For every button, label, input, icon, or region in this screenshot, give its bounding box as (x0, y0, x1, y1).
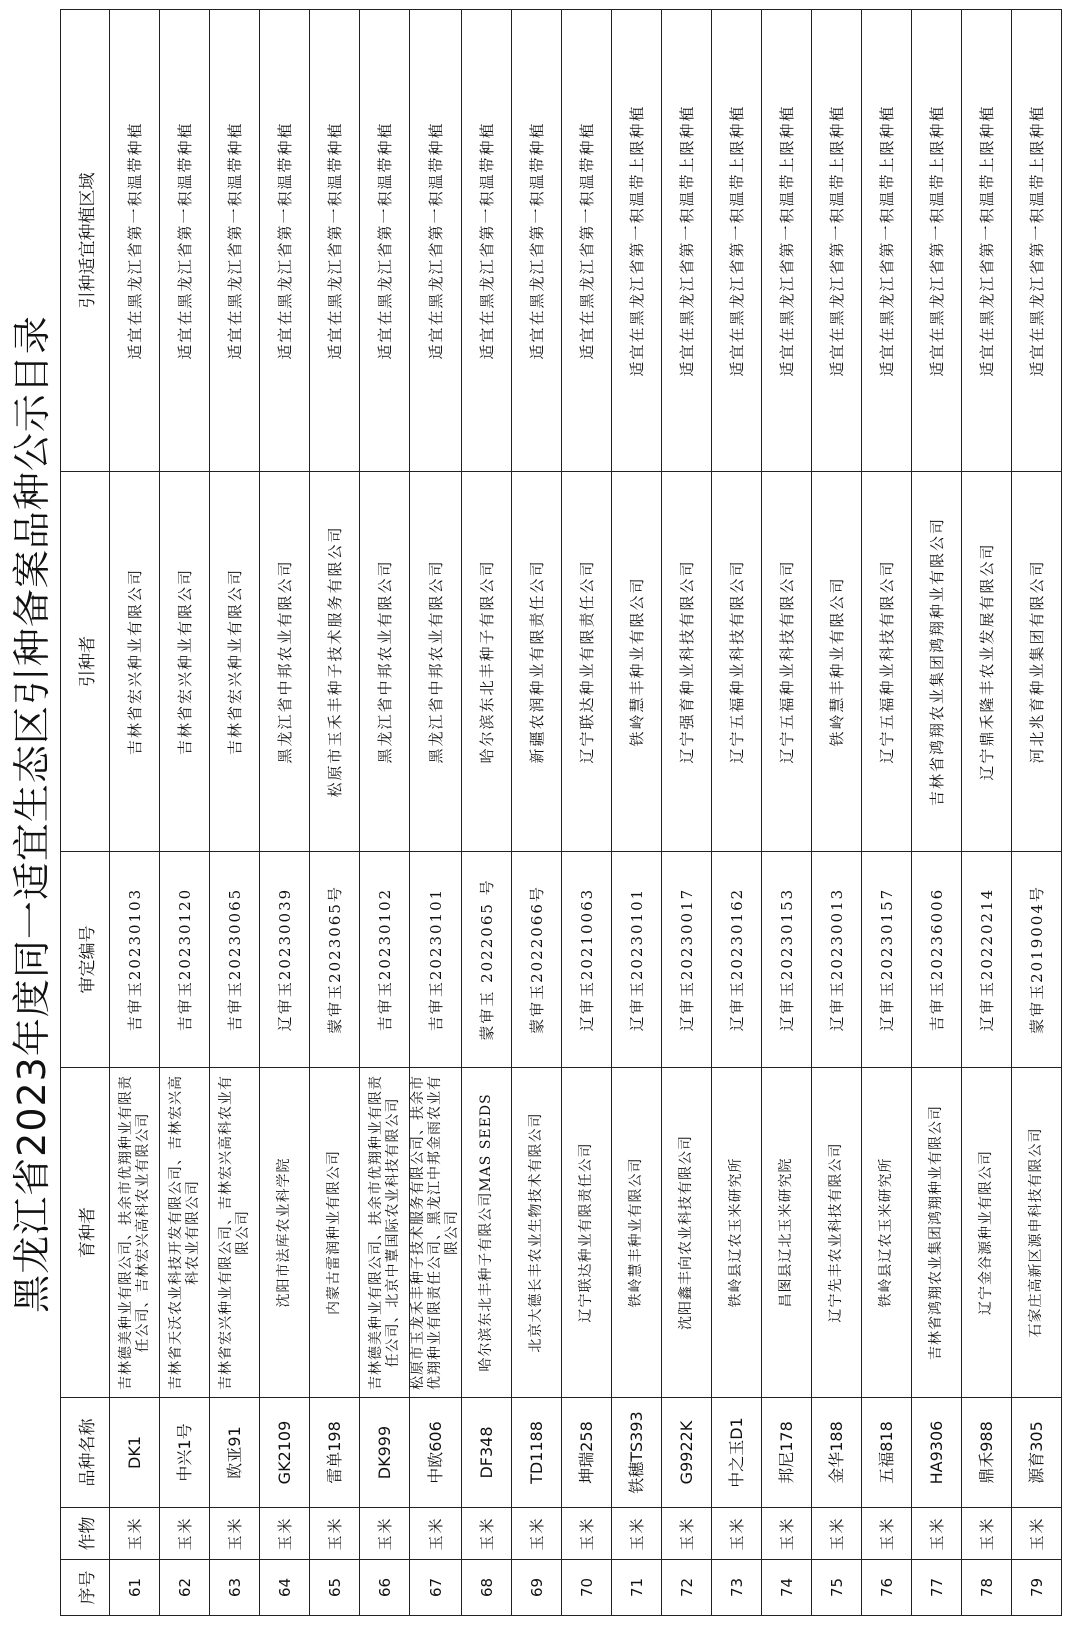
table-row (310, 10, 360, 1616)
cell-crop: 玉米 (210, 1508, 260, 1560)
cell-variety: 欧亚91 (210, 1398, 260, 1508)
cell-variety: 坤瑞258 (562, 1398, 612, 1508)
cell-cert: 辽审玉20230017 (662, 852, 712, 1068)
cell-breeder: 石家庄高新区源申科技有限公司 (1012, 1068, 1062, 1398)
cell-cert: 吉审玉20230065 (210, 852, 260, 1068)
cell-breeder: 昌图县辽北玉米研究院 (762, 1068, 812, 1398)
table-row (110, 10, 160, 1616)
cell-introducer: 黑龙江省中邦农业有限公司 (360, 472, 410, 852)
cell-crop: 玉米 (1012, 1508, 1062, 1560)
cell-no: 74 (762, 1560, 812, 1616)
cell-region: 适宜在黑龙江省第一积温带上限种植 (812, 10, 862, 472)
cell-crop: 玉米 (812, 1508, 862, 1560)
cell-breeder: 吉林省鸿翔农业集团鸿翔种业有限公司 (912, 1068, 962, 1398)
table-row (512, 10, 562, 1616)
cell-variety: 中兴1号 (160, 1398, 210, 1508)
cell-cert: 吉审玉20230102 (360, 852, 410, 1068)
cell-introducer: 新疆农润种业有限责任公司 (512, 472, 562, 852)
cell-crop: 玉米 (612, 1508, 662, 1560)
cell-variety: 鼎禾988 (962, 1398, 1012, 1508)
header-variety: 品种名称 (61, 1398, 110, 1508)
cell-region: 适宜在黑龙江省第一积温带种植 (360, 10, 410, 472)
cell-no: 77 (912, 1560, 962, 1616)
cell-region: 适宜在黑龙江省第一积温带种植 (512, 10, 562, 472)
page-title: 黑龙江省2023年度同一适宜生态区引种备案品种公示目录 (10, 315, 54, 1313)
cell-crop: 玉米 (562, 1508, 612, 1560)
cell-cert: 蒙审玉2019004号 (1012, 852, 1062, 1068)
cell-crop: 玉米 (462, 1508, 512, 1560)
table-row (712, 10, 762, 1616)
table-row (210, 10, 260, 1616)
table-row (462, 10, 512, 1616)
cell-no: 69 (512, 1560, 562, 1616)
header-cert: 审定编号 (61, 852, 110, 1068)
cell-breeder: 北京大德长丰农业生物技术有限公司 (512, 1068, 562, 1398)
cell-region: 适宜在黑龙江省第一积温带上限种植 (712, 10, 762, 472)
cell-cert: 辽审玉20230039 (260, 852, 310, 1068)
cell-variety: 邦尼178 (762, 1398, 812, 1508)
cell-breeder: 沈阳市法库农业科学院 (260, 1068, 310, 1398)
cell-no: 65 (310, 1560, 360, 1616)
cell-no: 72 (662, 1560, 712, 1616)
cell-crop: 玉米 (712, 1508, 762, 1560)
cell-introducer: 辽宁五福种业科技有限公司 (862, 472, 912, 852)
table-row (260, 10, 310, 1616)
cell-no: 78 (962, 1560, 1012, 1616)
cell-variety: DF348 (462, 1398, 512, 1508)
cell-breeder: 松原市玉龙禾丰种子技术服务有限公司、扶余市优翔种业有限责任公司、黑龙江中邦金雨农业有限公司 (410, 1068, 462, 1398)
cell-cert: 吉审玉20230103 (110, 852, 160, 1068)
cell-no: 76 (862, 1560, 912, 1616)
cell-cert: 吉审玉20236006 (912, 852, 962, 1068)
cell-region: 适宜在黑龙江省第一积温带上限种植 (662, 10, 712, 472)
cell-variety: GK2109 (260, 1398, 310, 1508)
cell-breeder: 沈阳鑫丰向农业科技有限公司 (662, 1068, 712, 1398)
cell-crop: 玉米 (962, 1508, 1012, 1560)
header-crop: 作物 (61, 1508, 110, 1560)
cell-no: 68 (462, 1560, 512, 1616)
cell-breeder: 铁岭慧丰种业有限公司 (612, 1068, 662, 1398)
cell-introducer: 吉林省宏兴种业有限公司 (210, 472, 260, 852)
cell-no: 62 (160, 1560, 210, 1616)
cell-variety: 中之玉D1 (712, 1398, 762, 1508)
cell-breeder: 内蒙古雷润种业有限公司 (310, 1068, 360, 1398)
cell-cert: 蒙审玉 2022065 号 (462, 852, 512, 1068)
cell-cert: 辽审玉20230162 (712, 852, 762, 1068)
cell-no: 75 (812, 1560, 862, 1616)
cell-region: 适宜在黑龙江省第一积温带上限种植 (862, 10, 912, 472)
cell-no: 66 (360, 1560, 410, 1616)
cell-region: 适宜在黑龙江省第一积温带种植 (410, 10, 462, 472)
cell-crop: 玉米 (912, 1508, 962, 1560)
cell-no: 64 (260, 1560, 310, 1616)
cell-breeder: 辽宁金谷源种业有限公司 (962, 1068, 1012, 1398)
cell-variety: G9922K (662, 1398, 712, 1508)
cell-introducer: 铁岭慧丰种业有限公司 (612, 472, 662, 852)
cell-variety: DK1 (110, 1398, 160, 1508)
cell-breeder: 辽宁先丰农业科技有限公司 (812, 1068, 862, 1398)
cell-variety: HA9306 (912, 1398, 962, 1508)
cell-introducer: 松原市玉禾丰种子技术服务有限公司 (310, 472, 360, 852)
cell-breeder: 吉林省天沃农业科技开发有限公司、吉林宏兴高科农业有限公司 (160, 1068, 210, 1398)
table-row (160, 10, 210, 1616)
cell-variety: TD1188 (512, 1398, 562, 1508)
table-row (410, 10, 462, 1616)
table-row (912, 10, 962, 1616)
cell-breeder: 铁岭县辽农玉米研究所 (712, 1068, 762, 1398)
cell-crop: 玉米 (260, 1508, 310, 1560)
cell-cert: 辽审玉20230153 (762, 852, 812, 1068)
cell-region: 适宜在黑龙江省第一积温带上限种植 (962, 10, 1012, 472)
cell-region: 适宜在黑龙江省第一积温带种植 (310, 10, 360, 472)
table-row (862, 10, 912, 1616)
cell-crop: 玉米 (310, 1508, 360, 1560)
table-row (762, 10, 812, 1616)
cell-breeder: 吉林省宏兴种业有限公司、吉林宏兴高科农业有限公司 (210, 1068, 260, 1398)
cell-introducer: 铁岭慧丰种业有限公司 (812, 472, 862, 852)
cell-region: 适宜在黑龙江省第一积温带种植 (462, 10, 512, 472)
cell-cert: 吉审玉20230120 (160, 852, 210, 1068)
cell-introducer: 辽宁鼎禾隆丰农业发展有限公司 (962, 472, 1012, 852)
cell-cert: 辽审玉20220214 (962, 852, 1012, 1068)
cell-crop: 玉米 (512, 1508, 562, 1560)
table-row (1012, 10, 1062, 1616)
table-row (962, 10, 1012, 1616)
cell-no: 63 (210, 1560, 260, 1616)
cell-no: 61 (110, 1560, 160, 1616)
table-row (612, 10, 662, 1616)
header-introducer: 引种者 (61, 472, 110, 852)
cell-crop: 玉米 (662, 1508, 712, 1560)
cell-no: 70 (562, 1560, 612, 1616)
cell-region: 适宜在黑龙江省第一积温带种植 (110, 10, 160, 472)
cell-region: 适宜在黑龙江省第一积温带上限种植 (612, 10, 662, 472)
cell-introducer: 黑龙江省中邦农业有限公司 (410, 472, 462, 852)
table-row (360, 10, 410, 1616)
cell-region: 适宜在黑龙江省第一积温带上限种植 (912, 10, 962, 472)
cell-introducer: 黑龙江省中邦农业有限公司 (260, 472, 310, 852)
cell-cert: 蒙审玉2022066号 (512, 852, 562, 1068)
header-region: 引种适宜种植区域 (61, 10, 110, 472)
cell-introducer: 吉林省鸿翔农业集团鸿翔种业有限公司 (912, 472, 962, 852)
cell-introducer: 吉林省宏兴种业有限公司 (160, 472, 210, 852)
table-row (812, 10, 862, 1616)
table-row (562, 10, 612, 1616)
cell-introducer: 吉林省宏兴种业有限公司 (110, 472, 160, 852)
cell-no: 67 (410, 1560, 462, 1616)
cell-region: 适宜在黑龙江省第一积温带种植 (562, 10, 612, 472)
cell-cert: 蒙审玉2023065号 (310, 852, 360, 1068)
cell-variety: 中欧606 (410, 1398, 462, 1508)
cell-region: 适宜在黑龙江省第一积温带种植 (160, 10, 210, 472)
cell-cert: 辽审玉20210063 (562, 852, 612, 1068)
cell-introducer: 河北兆育种业集团有限公司 (1012, 472, 1062, 852)
cell-cert: 辽审玉20230157 (862, 852, 912, 1068)
cell-cert: 吉审玉20230101 (410, 852, 462, 1068)
cell-variety: 源育305 (1012, 1398, 1062, 1508)
cell-introducer: 辽宁五福种业科技有限公司 (762, 472, 812, 852)
cell-breeder: 哈尔滨东北丰种子有限公司MAS SEEDS (462, 1068, 512, 1398)
cell-crop: 玉米 (762, 1508, 812, 1560)
cell-variety: DK999 (360, 1398, 410, 1508)
cell-region: 适宜在黑龙江省第一积温带上限种植 (762, 10, 812, 472)
cell-introducer: 哈尔滨东北丰种子有限公司 (462, 472, 512, 852)
cell-breeder: 铁岭县辽农玉米研究所 (862, 1068, 912, 1398)
cell-introducer: 辽宁强育种业科技有限公司 (662, 472, 712, 852)
cell-variety: 雷单198 (310, 1398, 360, 1508)
cell-variety: 金华188 (812, 1398, 862, 1508)
cell-no: 79 (1012, 1560, 1062, 1616)
cell-crop: 玉米 (110, 1508, 160, 1560)
cell-cert: 辽审玉20230101 (612, 852, 662, 1068)
cell-crop: 玉米 (862, 1508, 912, 1560)
cell-region: 适宜在黑龙江省第一积温带种植 (260, 10, 310, 472)
cell-region: 适宜在黑龙江省第一积温带种植 (210, 10, 260, 472)
cell-introducer: 辽宁五福种业科技有限公司 (712, 472, 762, 852)
cell-variety: 五福818 (862, 1398, 912, 1508)
cell-breeder: 辽宁联达种业有限责任公司 (562, 1068, 612, 1398)
cell-no: 73 (712, 1560, 762, 1616)
header-no: 序号 (61, 1560, 110, 1616)
cell-region: 适宜在黑龙江省第一积温带上限种植 (1012, 10, 1062, 472)
cell-variety: 铁穗TS393 (612, 1398, 662, 1508)
cell-introducer: 辽宁联达种业有限责任公司 (562, 472, 612, 852)
header-breeder: 育种者 (61, 1068, 110, 1398)
header-row (61, 10, 110, 1616)
cell-breeder: 吉林德美种业有限公司、扶余市优翔种业有限责任公司、吉林宏兴高科农业有限公司 (110, 1068, 160, 1398)
variety-table (60, 9, 1062, 1616)
cell-breeder: 吉林德美种业有限公司、扶余市优翔种业有限责任公司、北京中蕈国际农业科技有限公司 (360, 1068, 410, 1398)
cell-crop: 玉米 (410, 1508, 462, 1560)
cell-crop: 玉米 (360, 1508, 410, 1560)
cell-crop: 玉米 (160, 1508, 210, 1560)
cell-no: 71 (612, 1560, 662, 1616)
cell-cert: 辽审玉20230013 (812, 852, 862, 1068)
table-row (662, 10, 712, 1616)
